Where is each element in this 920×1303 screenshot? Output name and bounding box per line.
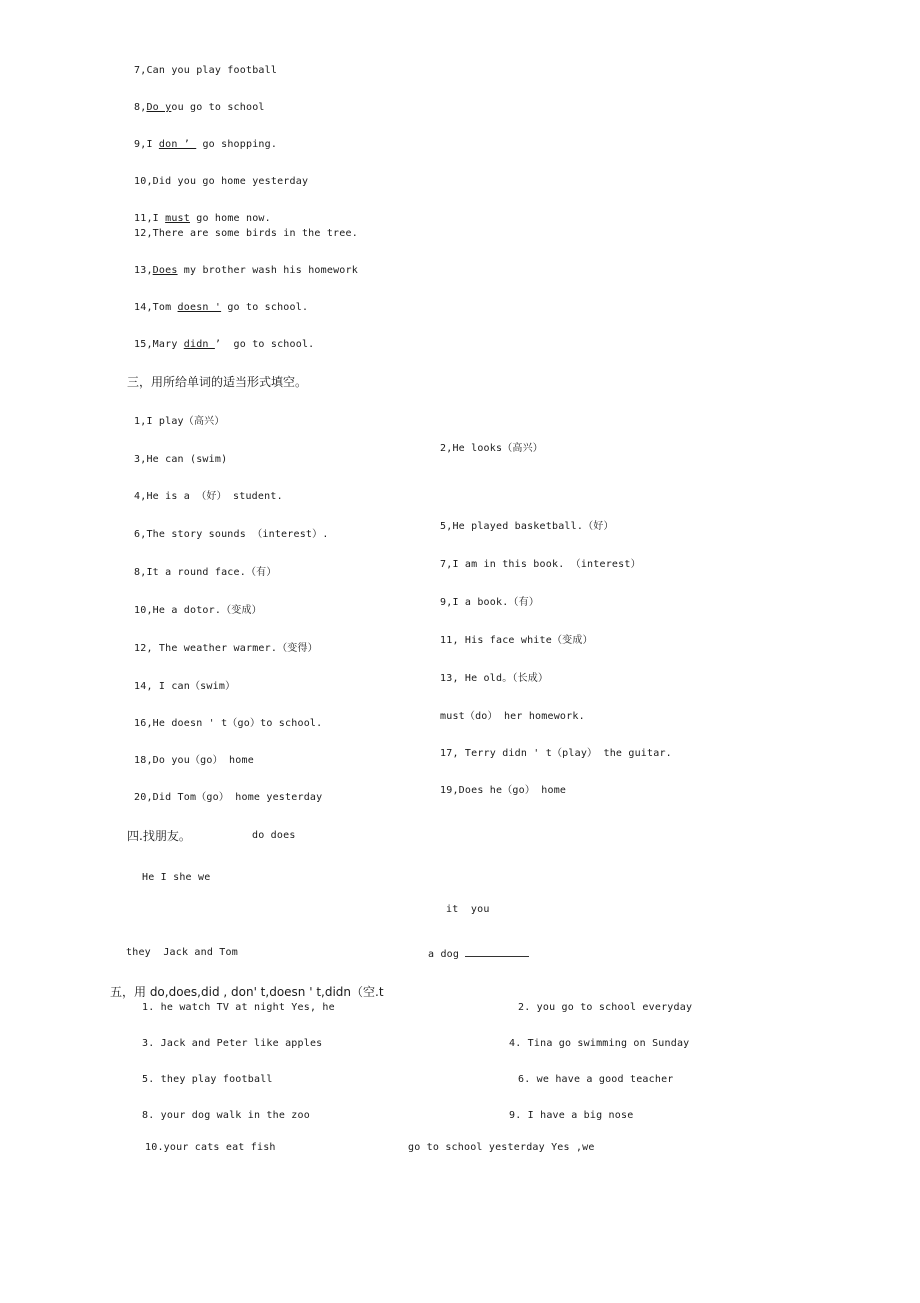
exercise-right-13: 13, He old。（长成） (440, 673, 549, 684)
exercise-right-17: 17, Terry didn ' t（play） the guitar. (440, 748, 672, 759)
item-number: 14,Tom (134, 302, 178, 313)
item-text: 12,There are some birds in the tree. (134, 228, 358, 239)
item-text: go shopping. (196, 139, 278, 150)
exercise-right-19: 19,Does he（go） home (440, 785, 567, 796)
exercise-right-7: 7,I am in this book. （interest） (440, 559, 641, 570)
item-12 (134, 228, 358, 240)
exercise5-9: 9. I have a big nose (509, 1110, 634, 1121)
exercise-left-12: 12, The weather warmer.（变得） (134, 643, 318, 654)
section3-heading: 三，用所给单词的适当形式填空。 (127, 375, 308, 389)
exercise-left-20: 20,Did Tom（go） home yesterday (134, 792, 323, 803)
item-number: 9,I (134, 139, 159, 150)
item-number: 15,Mary (134, 339, 184, 350)
exercise5-8: 8. your dog walk in the zoo (142, 1110, 310, 1121)
exercise5-10: 10.your cats eat fish (145, 1142, 276, 1153)
a-dog-text: a dog (428, 949, 466, 960)
exercise-left-16: 16,He doesn ' t（go）to school. (134, 718, 323, 729)
answer-underlined: doesn ' (177, 302, 222, 313)
answer-underlined: Do y (146, 102, 172, 113)
item-15 (134, 339, 314, 351)
item-8 (134, 102, 265, 114)
exercise-left-4: 4,He is a （好） student. (134, 491, 283, 502)
answer-underlined: Does (152, 265, 178, 276)
exercise-right-5: 5,He played basketball.（好） (440, 521, 614, 532)
exercise-left-10: 10,He a dotor.（变成） (134, 605, 262, 616)
section4-heading: 四.找朋友。 (127, 829, 191, 843)
exercise-left-14: 14, I can（swim） (134, 681, 236, 692)
exercise-right-11: 11, His face white（变成） (440, 635, 593, 646)
exercise5-1: 1. he watch TV at night Yes, he (142, 1002, 335, 1013)
item-text: my brother wash his homework (177, 265, 358, 276)
item-text: ’ go to school. (214, 339, 315, 350)
exercise5-5: 5. they play football (142, 1074, 273, 1085)
exercise-left-1: 1,I play（高兴） (134, 416, 225, 427)
item-number: 8, (134, 102, 147, 113)
item-text: go to school. (221, 302, 309, 313)
a-dog-item (428, 947, 529, 961)
item-10 (134, 176, 308, 188)
answer-underlined: don ’ (158, 139, 197, 150)
exercise5-2: 2. you go to school everyday (518, 1002, 693, 1013)
item-9 (134, 139, 277, 151)
answer-blank (465, 947, 529, 957)
they-list: they Jack and Tom (126, 947, 238, 958)
exercise-right-2: 2,He looks（高兴） (440, 443, 544, 454)
pronouns-list: He I she we (142, 872, 211, 883)
section5-heading: 五，用 do,does,did , don' t,doesn ' t,didn（空.t (110, 985, 384, 999)
exercise-left-6: 6,The story sounds （interest）. (134, 529, 329, 540)
item-text: go home now. (190, 213, 271, 224)
item-number: 13, (134, 265, 153, 276)
exercise5-4: 4. Tina go swimming on Sunday (509, 1038, 690, 1049)
item-14 (134, 302, 308, 314)
item-7 (134, 65, 277, 77)
item-11 (134, 213, 271, 225)
exercise-left-8: 8,It a round face.（有） (134, 567, 277, 578)
item-text: ou go to school (171, 102, 265, 113)
exercise5-3: 3. Jack and Peter like apples (142, 1038, 323, 1049)
exercise-right-15: must（do） her homework. (440, 711, 585, 722)
exercise5-yesterday: go to school yesterday Yes ,we (408, 1142, 595, 1153)
exercise-left-18: 18,Do you（go） home (134, 755, 254, 766)
answer-underlined: must (165, 213, 190, 224)
answer-underlined: didn (183, 339, 215, 350)
item-text: 10,Did you go home yesterday (134, 176, 309, 187)
exercise5-6: 6. we have a good teacher (518, 1074, 674, 1085)
it-you-list: it you (446, 904, 490, 915)
exercise-left-3: 3,He can (swim) (134, 454, 228, 465)
item-number: 11,I (134, 213, 166, 224)
item-text: 7,Can you play football (134, 65, 278, 76)
item-13 (134, 265, 358, 277)
verbs-list: do does (252, 830, 296, 841)
exercise-right-9: 9,I a book.（有） (440, 597, 540, 608)
